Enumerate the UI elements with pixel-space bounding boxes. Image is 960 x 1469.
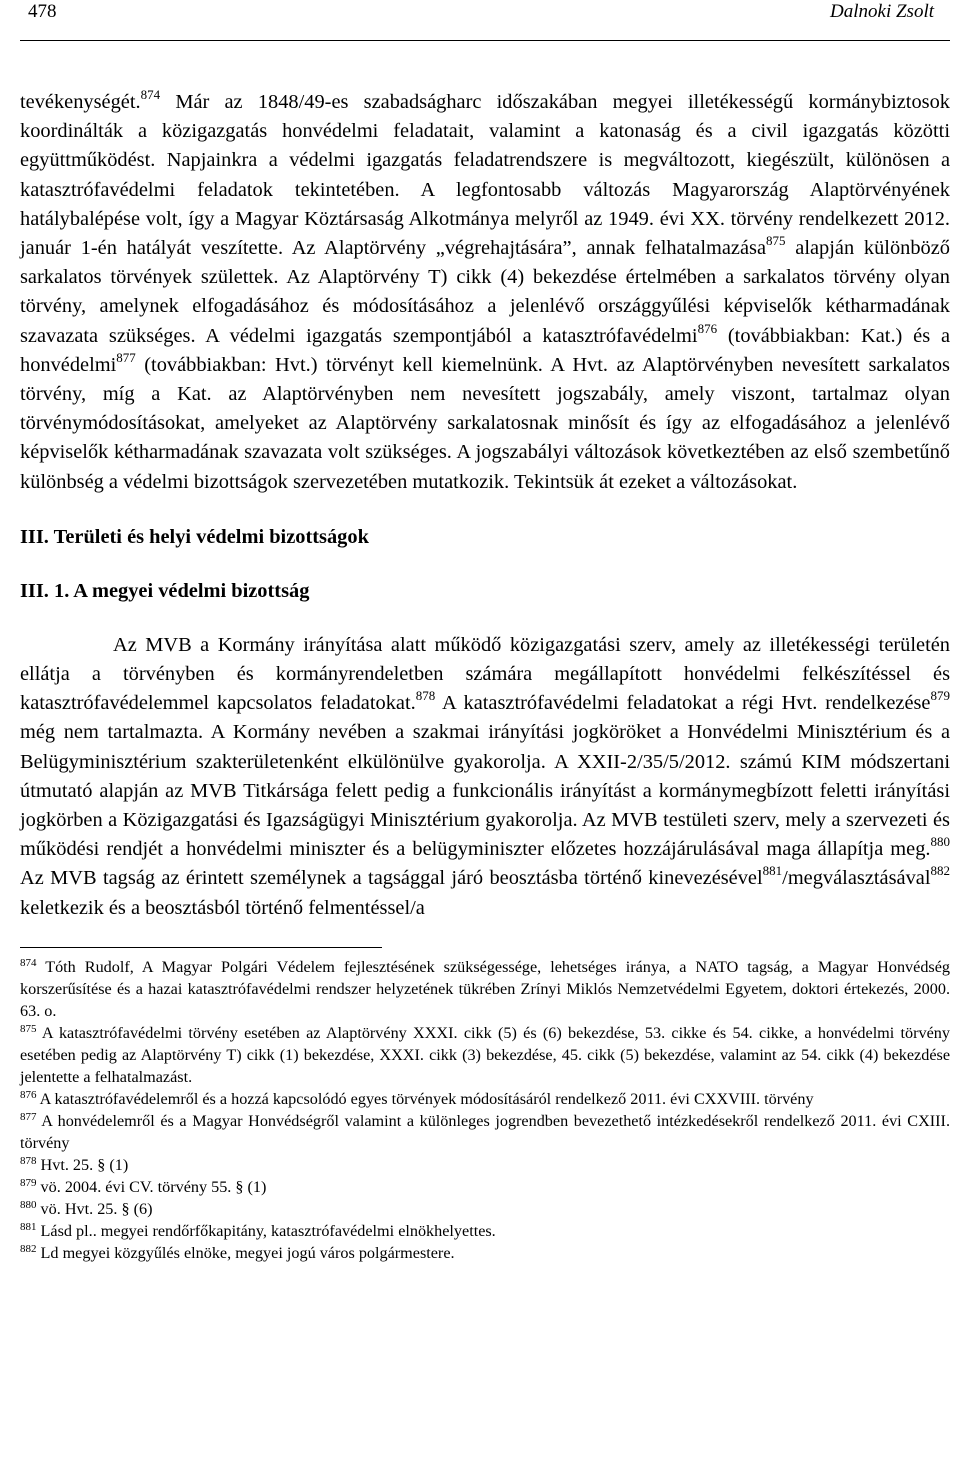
body-text-run: (továbbiakban: Kat.) és a honvédelmi xyxy=(20,324,950,376)
footnote-reference: 882 xyxy=(930,863,950,879)
footnote-text: Lásd pl.. megyei rendőrfőkapitány, katasztrófavédelmi elnökhelyettes. xyxy=(36,1221,496,1240)
footnote-separator xyxy=(20,947,382,948)
body-text-run: A katasztrófavédelmi feladatokat a régi Hvt. rendelkezése xyxy=(435,692,931,715)
body-text xyxy=(20,88,950,923)
body-paragraph-2 xyxy=(20,631,950,923)
section-heading: III. Területi és helyi védelmi bizottságok xyxy=(20,525,369,548)
footnote-877 xyxy=(20,1110,950,1154)
footnote-880 xyxy=(20,1198,950,1220)
footnote-882 xyxy=(20,1242,950,1264)
body-text-run: tevékenységét. xyxy=(20,91,141,113)
footnote-number: 878 xyxy=(20,1154,37,1167)
footnote-number: 875 xyxy=(20,1022,37,1035)
footnote-881 xyxy=(20,1220,950,1242)
footnotes xyxy=(20,956,950,1264)
footnote-number: 880 xyxy=(20,1198,37,1211)
footnote-text: Tóth Rudolf, A Magyar Polgári Védelem fejlesztésének szükségessége, lehetséges iránya, a NATO tagság, a Magyar Honvédség korszerűsítése és a hazai katasztrófavédelmi rendszer helyzetének tükrében Zrínyi Miklós Nemzetvédelmi Egyetem, doktori értekezés, 2000. 63. o. xyxy=(20,957,950,1020)
body-paragraph-1 xyxy=(20,88,950,497)
body-text-run: alapján különböző sarkalatos törvények születtek. Az Alaptörvény T) cikk (4) bekezdése értelmében a sarkalatos törvény olyan törvény, amelynek elfogadásához és módosításához a jelenlévő országgyűlési képviselők kétharmadának szavazata szükséges. A védelmi igazgatás szempontjából a katasztrófavédelmi xyxy=(20,237,950,347)
body-text-run: /megválasztásával xyxy=(782,867,931,890)
footnote-text: A katasztrófavédelmi törvény esetében az Alaptörvény XXXI. cikk (5) és (6) bekezdése, 53. cikke és 54. cikke, a honvédelmi törvény esetében pedig az Alaptörvény T) cikk (1) bekezdése, XXXI. cikk (3) bekezdése, 45. cikk (5) bekezdése, valamint az 54. cikk (4) bekezdése jelentette a felhatalmazást. xyxy=(20,1023,950,1086)
footnote-875 xyxy=(20,1022,950,1088)
running-header-author: Dalnoki Zsolt xyxy=(830,1,934,22)
footnote-number: 879 xyxy=(20,1176,37,1189)
body-text-run: (továbbiakban: Hvt.) törvényt kell kiemelnünk. A Hvt. az Alaptörvényben nevesített sarkalatos törvény, míg a Kat. az Alaptörvényben nem nevesített jogszabály, amely viszont, tartalmaz olyan törvénymódosításokat, amelyeket az Alaptörvény sarkalatosnak minősít és így az elfogadásához a jelenlévő képviselők kétharmadának szavazata volt szükséges. A jogszabályi változások következtében az első szembetűnő különbség a védelmi bizottságok szervezetében mutatkozik. Tekintsük át ezeket a változásokat. xyxy=(20,353,950,493)
body-text-run: még nem tartalmazta. A Kormány nevében a szakmai irányítási jogköröket a Honvédelmi Minisztérium és a Belügyminisztérium szakterületenként elkülönülve gyakorolja. A XXII-2/35/5/2012. számú KIM módszertani útmutató alapján az MVB Titkársága felett pedig a funkcionális irányítást a kormánymegbízott feletti irányítási jogkörben a Közigazgatási és Igazságügyi Minisztérium gyakorolja. Az MVB testületi szerv, mely a szervezeti és működési rendjét a honvédelmi miniszter és a belügyminiszter előzetes hozzájárulásával maga állapítja meg. xyxy=(20,721,950,861)
body-text-run: keletkezik és a beosztásból történő felmentéssel/a xyxy=(20,896,425,919)
body-text-run: Az MVB tagság az érintett személynek a tagsággal járó beosztásba történő kinevezésével xyxy=(20,867,763,890)
footnote-879 xyxy=(20,1176,950,1198)
footnote-text: A honvédelemről és a Magyar Honvédségről valamint a különleges jogrendben bevezethető intézkedésekről rendelkező 2011. évi CXIII. törvény xyxy=(20,1111,950,1152)
footnote-number: 881 xyxy=(20,1220,37,1233)
footnote-reference: 878 xyxy=(415,688,436,704)
footnote-reference: 881 xyxy=(762,863,783,879)
footnote-text: vö. 2004. évi CV. törvény 55. § (1) xyxy=(36,1177,267,1196)
footnote-reference: 874 xyxy=(140,87,161,102)
footnote-reference: 877 xyxy=(116,349,136,365)
body-text-run: Már az 1848/49-es szabadságharc időszakában megyei illetékességű kormánybiztosok koordinálták a közigazgatás honvédelmi feladatait, valamint a katonaság és a civil igazgatás közötti együttműködést. Napjainkra a védelmi igazgatás feladatrendszere is megváltozott, kiegészült, különösen a katasztrófavédelmi feladatok tekintetében. A legfontosabb változás Magyarország Alaptörvényének hatálybalépése volt, így a Magyar Köztársaság Alkotmánya melyről az 1949. évi XX. törvény rendelkezett 2012. január 1-én hatályát veszítette. Az Alaptörvény „végrehajtására”, annak felhatalmazása xyxy=(20,91,950,260)
footnote-reference: 879 xyxy=(930,688,950,704)
footnote-874 xyxy=(20,956,950,1022)
footnote-reference: 875 xyxy=(766,233,786,249)
footnote-876 xyxy=(20,1088,950,1110)
footnote-text: Ld megyei közgyűlés elnöke, megyei jogú város polgármestere. xyxy=(36,1243,455,1262)
footnote-878 xyxy=(20,1154,950,1176)
footnote-text: A katasztrófavédelemről és a hozzá kapcsolódó egyes törvények módosításáról rendelkező 2011. évi CXXVIII. törvény xyxy=(36,1089,814,1108)
footnote-text: Hvt. 25. § (1) xyxy=(36,1155,129,1174)
footnote-reference: 876 xyxy=(697,320,718,336)
footnote-number: 882 xyxy=(20,1242,37,1255)
subsection-heading: III. 1. A megyei védelmi bizottság xyxy=(20,579,310,602)
footnote-number: 874 xyxy=(20,956,37,969)
footnote-number: 876 xyxy=(20,1088,37,1101)
footnote-text: vö. Hvt. 25. § (6) xyxy=(36,1199,153,1218)
footnote-number: 877 xyxy=(20,1110,37,1123)
running-header xyxy=(20,0,950,41)
page-number: 478 xyxy=(28,1,57,22)
footnote-reference: 880 xyxy=(930,834,950,850)
body-text-run: Az MVB a Kormány irányítása alatt működő közigazgatási szerv, amely az illetékességi területén ellátja a törvényben és kormányrendeletben számára megállapított honvédelmi felkészítéssel és katasztrófavédelemmel kapcsolatos feladatokat. xyxy=(20,633,950,715)
